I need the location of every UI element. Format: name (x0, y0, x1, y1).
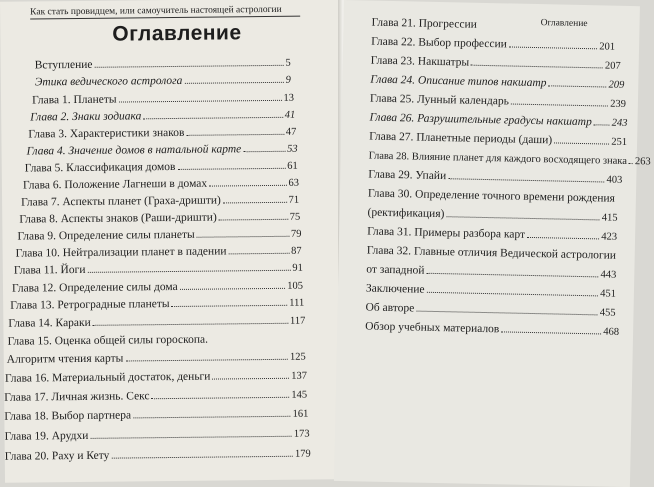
toc-entry-label: Глава 9. Определение силы планеты (17, 228, 195, 243)
toc-entry-page: 201 (599, 41, 616, 53)
toc-entry-label: Глава 22. Выбор профессии (371, 35, 508, 51)
toc-entry-label: Глава 1. Планеты (31, 93, 117, 107)
toc-entry-page: 423 (601, 231, 618, 243)
dot-leader (172, 305, 288, 307)
toc-entry (30, 105, 295, 124)
toc-entry-page: 87 (291, 245, 302, 257)
toc-entry-label: Глава 5. Классификация домов (24, 160, 176, 175)
toc-entry-label: Об авторе (365, 301, 415, 315)
dot-leader (426, 273, 598, 278)
toc-entry-label: Глава 17. Личная жизнь. Секс (4, 390, 150, 404)
dot-leader (95, 65, 284, 68)
toc-entry (368, 165, 622, 186)
toc-entry-label: (ректификация) (367, 206, 445, 221)
dot-leader (143, 117, 282, 119)
toc-entry-label: Вступление (34, 58, 93, 72)
toc-entry (35, 53, 291, 72)
toc-entry-page: 105 (287, 280, 304, 292)
toc-entry-page: 125 (289, 351, 306, 363)
toc-entry (371, 13, 621, 34)
right-page (334, 0, 651, 487)
toc-entry-label: Глава 10. Нейтрализации планет в падении (15, 245, 227, 260)
toc-entry-page: 145 (291, 389, 308, 401)
toc-entry (367, 222, 617, 243)
toc-entry-label: Глава 30. Определение точного времени рождения (367, 187, 616, 205)
toc-entry-page: 71 (288, 194, 300, 206)
toc-entry (371, 51, 621, 72)
dot-leader (527, 237, 599, 240)
dot-leader (243, 151, 285, 152)
dot-leader (184, 82, 283, 84)
toc-entry (21, 190, 299, 209)
toc-entry-label: Алгоритм чтения карты (6, 352, 124, 366)
dot-leader (119, 100, 282, 103)
toc-entry-page: 468 (603, 326, 620, 338)
toc-entry (14, 258, 303, 277)
dot-leader (446, 216, 599, 220)
toc-entry-label: Глава 8. Аспекты знаков (Раши-дришти) (19, 211, 217, 226)
toc-entry (369, 127, 627, 148)
toc-entry (5, 366, 307, 385)
toc-entry-page: 75 (289, 211, 301, 223)
dot-leader (554, 142, 609, 144)
toc-entry-page: 137 (291, 370, 308, 382)
toc-entry-label: Глава 28. Влияние планет для каждого восходящего знака (368, 150, 628, 167)
toc-entry-label: Глава 13. Ретроградные планеты (10, 298, 170, 312)
toc-entry (5, 444, 311, 463)
toc-entry-label: Заключение (365, 282, 425, 296)
dot-leader (511, 104, 608, 107)
toc-entry-label: Глава 29. Упайи (368, 168, 447, 183)
toc-entry-page: 61 (287, 160, 298, 172)
dot-leader (471, 65, 603, 69)
toc-entry-page: 415 (601, 212, 618, 224)
toc-entry-page: 451 (600, 288, 617, 300)
toc-entry-label: Глава 32. Главные отличия Ведической астрологии (366, 244, 617, 262)
toc-entry-label: Глава 6. Положение Лагнеши в домах (22, 177, 208, 192)
toc-entry-page: 111 (289, 297, 305, 309)
dot-leader (180, 288, 286, 290)
dot-leader (111, 456, 293, 459)
toc-entry (12, 276, 303, 295)
toc-entry-label: Глава 12. Определение силы дома (11, 280, 178, 295)
dot-leader (197, 236, 289, 238)
dot-leader (177, 168, 285, 170)
toc-entry-label: Глава 11. Йоги (13, 263, 86, 277)
dot-leader (509, 46, 597, 49)
toc-entry-label: Глава 16. Материальный достаток, деньги (4, 370, 211, 385)
toc-entry-page: 403 (606, 174, 623, 186)
dot-leader (629, 163, 633, 164)
dot-leader (416, 311, 597, 316)
toc-entry-page: 53 (287, 143, 298, 155)
toc-entry (370, 70, 624, 91)
toc-entry (365, 298, 615, 319)
toc-entry (17, 224, 301, 243)
toc-entry-page: 209 (608, 79, 625, 91)
toc-entry (35, 70, 291, 89)
toc-entry-page: 443 (600, 269, 617, 281)
toc-entry-page: 207 (604, 60, 621, 72)
dot-leader (133, 416, 290, 419)
dot-leader (594, 124, 610, 125)
dot-leader (93, 323, 288, 326)
toc-entry (10, 293, 304, 312)
toc-entry (25, 156, 298, 175)
dot-leader (209, 185, 286, 187)
dot-leader (186, 134, 283, 136)
dot-leader (501, 331, 601, 334)
toc-entry (4, 404, 308, 423)
toc-entry-label: Глава 21. Прогрессии (371, 16, 477, 31)
toc-entry-page: 47 (285, 126, 297, 138)
page-title: Оглавление (112, 21, 242, 46)
toc-entry-page: 5 (285, 57, 291, 69)
running-header-left: Как стать провидцем, или самоучитель настоящей астрологии (30, 5, 300, 20)
toc-entry-label: Глава 31. Примеры разбора карт (367, 225, 526, 241)
toc-entry-page: 79 (290, 228, 302, 240)
toc-entry-label: Глава 4. Значение домов в натальной карте (26, 143, 242, 158)
toc-entry-label: Глава 23. Накшатры (370, 54, 470, 69)
toc-entry-label: Глава 3. Характеристики знаков (28, 126, 185, 141)
toc-entry-page: 91 (292, 262, 303, 274)
toc-entry-label: Глава 24. Описание типов накшатр (370, 73, 547, 90)
toc-entry (7, 347, 306, 366)
toc-entry (4, 424, 309, 443)
toc-entry (365, 317, 619, 338)
dot-leader (229, 253, 290, 255)
toc-entry-page: 455 (599, 307, 616, 319)
toc-entry-label: Глава 20. Раху и Кету (4, 449, 110, 463)
toc-entry (367, 203, 617, 224)
toc-entry-page: 173 (293, 428, 310, 440)
toc-entry (368, 146, 651, 168)
toc-entry (16, 241, 302, 260)
dot-leader (427, 292, 599, 297)
running-header-right: Оглавление (540, 18, 588, 30)
toc-entry-page: 117 (289, 315, 306, 327)
dot-leader (448, 178, 604, 182)
toc-entry-page: 179 (294, 448, 311, 460)
toc-entry-label: Глава 15. Оценка общей силы гороскопа. (7, 333, 209, 348)
toc-entry (7, 329, 305, 348)
toc-entry-page: 13 (283, 92, 295, 104)
toc-entry-label: Глава 19. Арудхи (4, 429, 89, 443)
toc-entry (23, 173, 299, 192)
toc-entry-label: Глава 27. Планетные периоды (даши) (369, 130, 553, 147)
toc-entry (4, 385, 307, 404)
toc-entry-label: Глава 25. Лунный календарь (369, 92, 510, 108)
toc-entry-label: Глава 2. Знаки зодиака (30, 110, 142, 124)
dot-leader (223, 202, 287, 204)
toc-entry-page: 251 (611, 136, 628, 148)
dot-leader (219, 219, 288, 221)
dot-leader (212, 378, 289, 380)
toc-entry (371, 32, 615, 53)
toc-entry-page: 161 (292, 408, 309, 420)
toc-entry-label: Глава 18. Выбор партнера (4, 409, 132, 423)
toc-entry-page: 239 (610, 98, 626, 110)
toc-entry-label: Этика ведического астролога (34, 74, 183, 89)
dot-leader (125, 359, 288, 362)
toc-entry (28, 122, 296, 141)
toc-entry-page: 63 (288, 177, 299, 189)
toc-entry (369, 108, 627, 129)
toc-entry-label: Глава 7. Аспекты планет (Граха-дришти) (21, 194, 221, 209)
toc-entry-label: от западной (366, 263, 425, 277)
toc-entry (367, 241, 625, 262)
toc-entry (370, 89, 626, 110)
toc-entry-label: Глава 14. Караки (8, 316, 91, 330)
toc-entry (8, 311, 305, 330)
toc-entry-label: Обзор учебных материалов (365, 320, 500, 336)
toc-entry-page: 9 (285, 74, 291, 86)
dot-leader (87, 270, 290, 273)
dot-leader (152, 397, 290, 399)
toc-entry (368, 184, 626, 205)
toc-entry-page: 243 (611, 117, 628, 129)
toc-entry-page: 41 (284, 109, 296, 121)
toc-entry-label: Глава 26. Разрушительные градусы накшатр (369, 111, 592, 129)
toc-entry (19, 207, 300, 226)
toc-entry (26, 139, 297, 158)
toc-entry (366, 260, 616, 281)
dot-leader (90, 436, 291, 439)
toc-entry (366, 279, 616, 300)
dot-leader (548, 85, 606, 87)
toc-entry (32, 88, 294, 107)
toc-entry-page: 263 (634, 156, 651, 168)
